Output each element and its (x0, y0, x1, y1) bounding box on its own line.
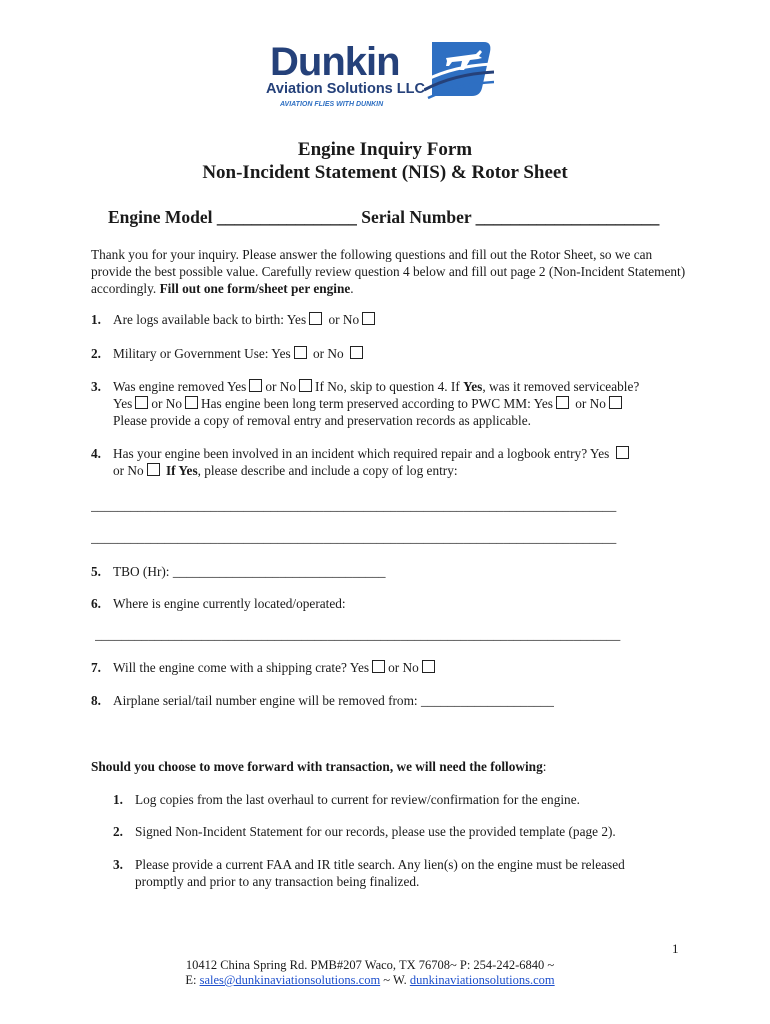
website-link[interactable]: dunkinaviationsolutions.com (409, 973, 555, 987)
q3-serviceable-no-checkbox[interactable] (185, 396, 198, 409)
q7-no-checkbox[interactable] (422, 660, 435, 673)
q4-answer-line-2[interactable]: _______________________________________________________________________________ (91, 530, 617, 545)
logo-subtitle: Aviation Solutions LLC (266, 81, 425, 97)
footer-contact: E: sales@dunkinaviationsolutions.com ~ W. dunkinaviationsolutions.com (185, 973, 555, 987)
page-number: 1 (672, 941, 679, 956)
q4-yes-checkbox[interactable] (616, 446, 629, 459)
q3-removed-no-checkbox[interactable] (299, 379, 312, 392)
q1-yes-checkbox[interactable] (309, 312, 322, 325)
company-logo (262, 40, 492, 118)
logo-tagline: AVIATION FLIES WITH DUNKIN (280, 101, 384, 108)
q1-no-checkbox[interactable] (362, 312, 375, 325)
q7-yes-checkbox[interactable] (372, 660, 385, 673)
intro-bold: Fill out one form/sheet per engine (159, 281, 351, 296)
q3-preserved-no-checkbox[interactable] (609, 396, 622, 409)
logo-name: Dunkin (270, 40, 400, 84)
footer-address: 10412 China Spring Rd. PMB#207 Waco, TX 76708~ P: 254-242-6840 ~ (185, 958, 555, 972)
tbo-field[interactable]: TBO (Hr): ________________________________ (113, 564, 386, 579)
intro-paragraph: Thank you for your inquiry. Please answer the following questions and fill out the Rotor Sheet, so we can provide the best possible value. Carefully review question 4 below and fill out page 2 (Non-Incident Statement) accordingly. Fill out one form/sheet per engine. (91, 247, 686, 296)
tail-number-field[interactable]: Airplane serial/tail number engine will be removed from: ____________________ (113, 693, 554, 708)
q3-removed-yes-checkbox[interactable] (249, 379, 262, 392)
forward-heading: Should you choose to move forward with transaction, we will need the following: (91, 759, 547, 774)
engine-model-serial-line[interactable]: Engine Model ________________ Serial Number _____________________ (108, 207, 660, 227)
q6-answer-line[interactable]: _______________________________________________________________________________ (95, 627, 621, 642)
form-subtitle: Non-Incident Statement (NIS) & Rotor Sheet (202, 162, 568, 183)
q4-answer-line-1[interactable]: _______________________________________________________________________________ (91, 498, 617, 513)
email-link[interactable]: sales@dunkinaviationsolutions.com (199, 973, 381, 987)
q3-serviceable-yes-checkbox[interactable] (135, 396, 148, 409)
form-title: Engine Inquiry Form (297, 139, 473, 160)
q2-no-checkbox[interactable] (350, 346, 363, 359)
q2-yes-checkbox[interactable] (294, 346, 307, 359)
airplane-icon (424, 40, 494, 102)
q3-preserved-yes-checkbox[interactable] (556, 396, 569, 409)
q4-no-checkbox[interactable] (147, 463, 160, 476)
